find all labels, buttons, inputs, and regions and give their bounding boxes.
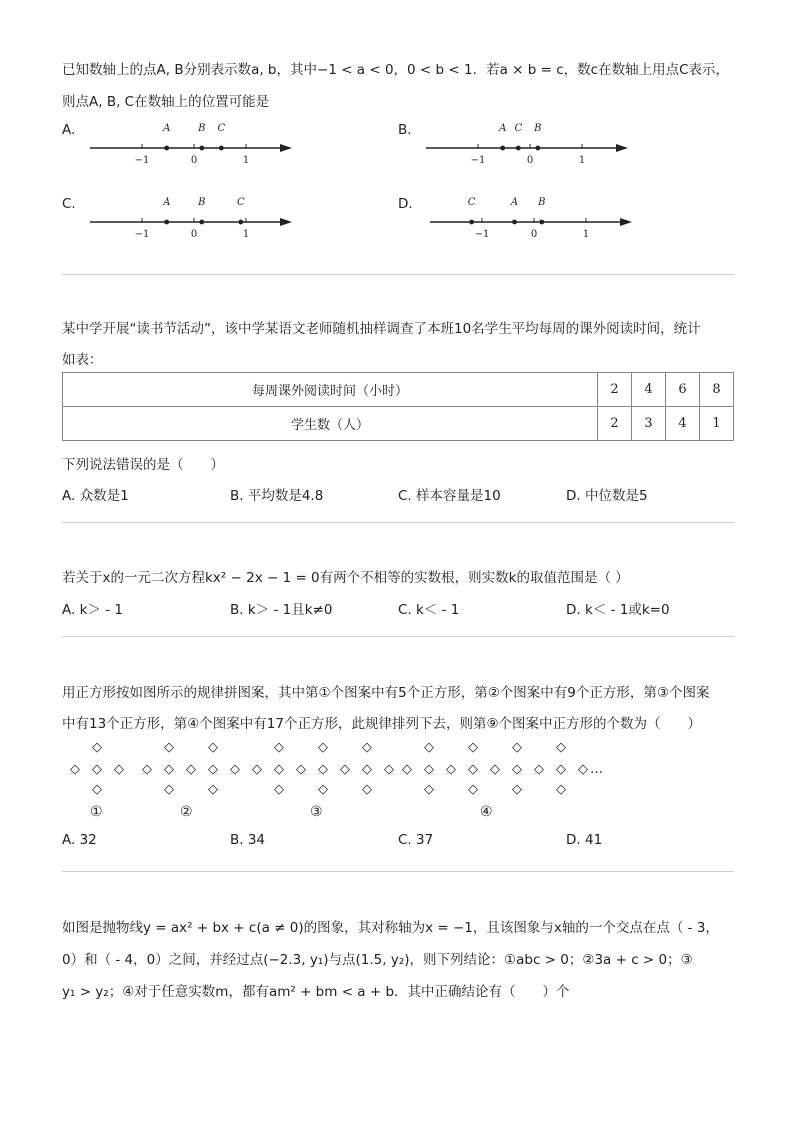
table-cell: 4 [632,373,666,407]
q4-option-c: C. 37 [398,832,434,848]
square-icon: ◇ [296,762,306,777]
number-line-b [426,118,636,166]
square-icon: ◇ [556,740,566,755]
axis-arrow [620,218,632,226]
square-icon: ◇ [142,762,152,777]
q2-option-a: A. 众数是1 [62,488,129,504]
q2-option-b: B. 平均数是4.8 [230,488,324,504]
q2-stem-line1: 某中学开展“读书节活动”，该中学某语文老师随机抽样调查了本班10名学生平均每周的课外阅读时间，统计 [62,321,701,337]
square-icon: ◇ [164,740,174,755]
point-b [539,220,544,225]
q2-option-c: C. 样本容量是10 [398,488,501,504]
number-line-d [430,192,640,240]
axis-tick-label: 0 [190,229,198,240]
reading-time-table [62,372,734,441]
q2-stem-line2: 如表： [62,352,103,368]
point-label-c: C [467,197,476,208]
square-icon: ◇ [318,762,328,777]
point-label-c: C [217,123,226,134]
square-icon: ◇ [70,762,80,777]
q4-stem-line1: 用正方形按如图所示的规律拼图案，其中第①个图案中有5个正方形，第②个图案中有9个正方形，第③个图案 [62,685,710,701]
square-icon: ◇ [92,762,102,777]
ellipsis: … [590,762,603,777]
square-icon: ◇ [512,740,522,755]
point-b [199,146,204,151]
divider [62,522,734,523]
figure-label-1: ① [90,804,103,820]
table-row [63,407,734,441]
q3-stem: 若关于x的一元二次方程kx² − 2x − 1 = 0有两个不相等的实数根，则实数k的取值范围是（ ） [62,570,629,586]
point-label-a: A [163,123,171,134]
square-icon: ◇ [318,740,328,755]
axis-tick-label: 1 [578,155,586,166]
axis-tick-label: −1 [474,229,490,240]
square-icon: ◇ [512,782,522,797]
square-icon: ◇ [208,782,218,797]
square-icon: ◇ [362,740,372,755]
number-line-c [90,192,300,240]
point-c [469,220,474,225]
q5-stem-line3: y₁ > y₂；④对于任意实数m，都有am² + bm < a + b．其中正确结论有（ ）个 [62,984,570,1000]
square-icon: ◇ [274,740,284,755]
point-a [500,146,505,151]
q2-option-d: D. 中位数是5 [566,488,648,504]
q1-option-d-key: D. [398,196,413,212]
q3-option-b: B. k＞ - 1且k≠0 [230,602,333,618]
square-icon: ◇ [424,762,434,777]
table-cell: 3 [632,407,666,441]
q1-stem-line2: 则点A, B, C在数轴上的位置可能是 [62,94,270,110]
point-label-b: B [538,197,546,208]
axis-tick-label: 1 [242,155,250,166]
point-b [199,220,204,225]
figure-label-4: ④ [480,804,493,820]
point-label-a: A [499,123,507,134]
table-header-cell: 学生数（人） [63,407,598,441]
square-icon: ◇ [92,782,102,797]
axis-arrow [616,144,628,152]
figure-label-2: ② [180,804,193,820]
table-header-cell: 每周课外阅读时间（小时） [63,373,598,407]
axis-tick-label: −1 [470,155,486,166]
axis-tick-label: −1 [134,229,150,240]
square-icon: ◇ [362,762,372,777]
point-label-b: B [198,197,206,208]
q5-stem-line1: 如图是抛物线y = ax² + bx + c(a ≠ 0)的图象，其对称轴为x = −1，且该图象与x轴的一个交点在点（ - 3， [62,920,719,936]
point-label-c: C [514,123,523,134]
point-a [164,220,169,225]
divider [62,871,734,872]
divider [62,636,734,637]
axis-arrow [280,218,292,226]
point-label-c: C [236,197,245,208]
square-icon: ◇ [534,762,544,777]
square-icon: ◇ [490,762,500,777]
square-icon: ◇ [274,762,284,777]
square-icon: ◇ [208,762,218,777]
q2-question: 下列说法错误的是（ ） [62,457,224,473]
point-label-a: A [510,197,519,208]
point-label-b: B [198,123,206,134]
square-icon: ◇ [230,762,240,777]
figure-label-3: ③ [310,804,323,820]
square-icon: ◇ [274,782,284,797]
axis-tick-label: 0 [526,155,534,166]
square-icon: ◇ [208,740,218,755]
table-row [63,373,734,407]
point-a [512,220,517,225]
q3-option-d: D. k＜ - 1或k=0 [566,602,670,618]
axis-tick-label: 1 [242,229,250,240]
axis-tick-label: 0 [190,155,198,166]
square-icon: ◇ [340,762,350,777]
square-icon: ◇ [164,762,174,777]
square-icon: ◇ [424,782,434,797]
point-label-b: B [534,123,542,134]
axis-arrow [280,144,292,152]
square-icon: ◇ [252,762,262,777]
point-c [238,220,243,225]
square-icon: ◇ [468,782,478,797]
q1-option-b-key: B. [398,122,412,138]
square-icon: ◇ [424,740,434,755]
point-c [516,146,521,151]
square-icon: ◇ [318,782,328,797]
point-label-a: A [163,197,171,208]
q3-option-a: A. k＞ - 1 [62,602,123,618]
q3-option-c: C. k＜ - 1 [398,602,460,618]
q1-option-a-key: A. [62,122,76,138]
q1-stem-line1: 已知数轴上的点A, B分别表示数a, b，其中−1 < a < 0，0 < b < 1．若a × b = c，数c在数轴上用点C表示， [62,62,729,78]
q5-stem-line2: 0）和（ - 4，0）之间，并经过点(−2.3, y₁)与点(1.5, y₂)，则下列结论：①abc > 0；②3a + c > 0；③ [62,952,693,968]
table-cell: 6 [666,373,700,407]
table-cell: 4 [666,407,700,441]
square-icon: ◇ [186,762,196,777]
square-icon: ◇ [446,762,456,777]
axis-tick-label: 1 [582,229,590,240]
square-icon: ◇ [402,762,412,777]
divider [62,274,734,275]
number-line-a [90,118,300,166]
q4-stem-line2: 中有13个正方形，第④个图案中有17个正方形，此规律排列下去，则第⑨个图案中正方形的个数为（ ） [62,716,702,732]
point-b [535,146,540,151]
square-icon: ◇ [114,762,124,777]
q4-option-a: A. 32 [62,832,97,848]
point-c [219,146,224,151]
q1-option-c-key: C. [62,196,76,212]
square-icon: ◇ [468,762,478,777]
square-icon: ◇ [556,782,566,797]
square-icon: ◇ [556,762,566,777]
square-icon: ◇ [164,782,174,797]
square-icon: ◇ [468,740,478,755]
q4-option-b: B. 34 [230,832,266,848]
table-cell: 2 [598,407,632,441]
square-icon: ◇ [92,740,102,755]
axis-tick-label: −1 [134,155,150,166]
square-icon: ◇ [512,762,522,777]
square-icon: ◇ [362,782,372,797]
table-cell: 8 [700,373,734,407]
table-cell: 1 [700,407,734,441]
square-icon: ◇ [384,762,394,777]
point-a [164,146,169,151]
table-cell: 2 [598,373,632,407]
square-icon: ◇ [578,762,588,777]
q4-option-d: D. 41 [566,832,603,848]
axis-tick-label: 0 [530,229,538,240]
